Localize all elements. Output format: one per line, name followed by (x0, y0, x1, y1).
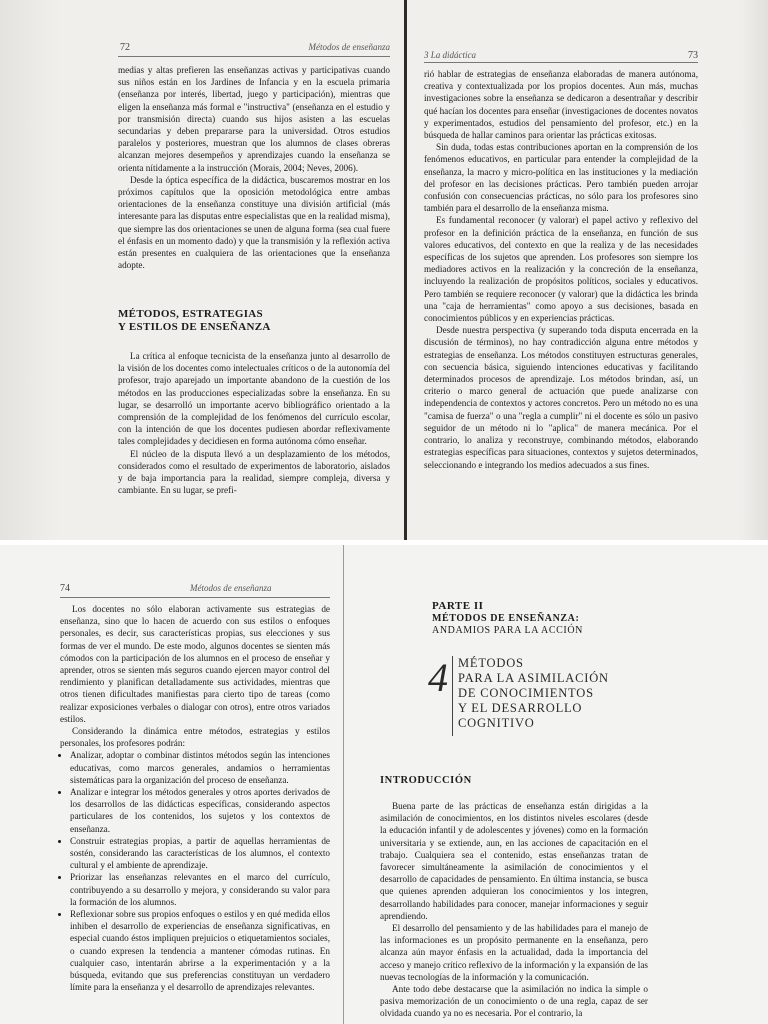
chapter-divider (452, 656, 453, 736)
page-header (118, 42, 390, 56)
chapter-number: 4 (428, 655, 448, 700)
paragraph: El desarrollo del pensamiento y de las habilidades para el manejo de las informaciones es un propósito permanente en la enseñanza, pero alcanza aún mayor énfasis en la actualidad, dada la importancia del acceso y manejo crítico reflexivo de la información y la expansión de las nuevas tecnologías de la información y la comunicación. (380, 923, 648, 982)
body-text (380, 800, 648, 1020)
running-head: 3 La didáctica (424, 50, 476, 60)
header-rule (60, 597, 330, 598)
page-gutter (404, 0, 407, 545)
part-subtitle: MÉTODOS DE ENSEÑANZA: ANDAMIOS PARA LA ACCIÓN (432, 613, 583, 636)
paragraph: Desde nuestra perspectiva (y superando toda disputa encerrada en la discusión de términos), no hay contradicción alguna entre métodos y estrategias de enseñanza. Los métodos constituyen estructuras generales, con secuencia básica, siguiendo intenciones educativas y facilitando determinados procesos de aprendizaje. Los métodos brindan, así, un criterio o marco general de actuación que puede analizarse con independencia de contextos y actores concretos. Pero un método no es una "camisa de fuerza" o una "regla a cumplir" ni el docente es sólo un pasivo seguidor de un método ni lo "aplica" de manera mecánica. Por el contrario, lo analiza y reconstruye, combinando métodos, elaborando estrategias específicas para situaciones, contextos y sujetos determinados, seleccionando e integrando los medios adecuados a sus fines. (424, 325, 699, 470)
paragraph: Sin duda, todas estas contribuciones aportan en la comprensión de los fenómenos educativos, en particular para entender la complejidad de la enseñanza, la macro y micro-política en las instituciones y la mediación del profesor en las decisiones prácticas. Pero también pueden arrojar confusión con consecuencias prácticas, no sólo para los profesores sino también para el desarrollo de la enseñanza misma. (424, 142, 698, 214)
list-item: • Reflexionar sobre sus propios enfoques o estilos y en qué medida ellos inhiben el desarrollo de experiencias de enseñanza significativas, en especial cuando éstos impliquen prejuicios o etiquetamientos sociales, o cuando expresen la tendencia a mantener cómodas rutinas. En cualquier caso, intentarán abrirse a la experimentación y a la búsqueda, evitando que sus preferencias constituyan un verdadero límite para la enseñanza y el desarrollo de aprendizajes relevantes. (70, 908, 330, 993)
running-head: Métodos de enseñanza (308, 42, 390, 52)
part-label: PARTE II (432, 600, 484, 612)
chapter-title: MÉTODOS PARA LA ASIMILACIÓN DE CONOCIMIENTOS Y EL DESARROLLO COGNITIVO (458, 656, 609, 730)
paragraph: medias y altas prefieren las enseñanzas activas y participativas cuando sus niños están en los Jardines de Infancia y en la escuela primaria (enseñanza por interés, libertad, juego y participación), mientras que eligen la enseñanza más formal e "instructiva" (enseñanza en el estudio y por transmisión directa) cuando sus hijos asisten a las escuelas secundarias y deben prepararse para la universidad. Otros estudios paralelos y posteriores, muestran que los alumnos de clases obreras alcanzan mejores desempeños y aprendizajes cuando la enseñanza se orienta nítidamente a la instrucción (Morais, 2004; Neves, 2006). (118, 65, 390, 173)
list-item: • Analizar e integrar los métodos generales y otros aportes derivados de los desarrollos de las didácticas específicas, considerando aspectos particulares de los contenidos, los sujetos y los contextos de enseñanza. (70, 786, 330, 835)
list-item: • Construir estrategias propias, a partir de aquellas herramientas de sostén, considerando las características de los alumnos, el contexto cultural y el ambiente de aprendizaje. (70, 835, 330, 872)
paragraph: Los docentes no sólo elaboran activamente sus estrategias de enseñanza, sino que lo hacen de acuerdo con sus estilos o enfoques personales, es decir, sus características propias, sus elecciones y sus formas de ver el mundo. De este modo, algunos docentes se sienten más cómodos con la participación de los alumnos en el proceso de enseñar y aprender, otros se sienten más seguros cuando ejercen mayor control del rendimiento y planifican detalladamente sus actividades, mientras que otros tienen dificultades manifiestas para cierto tipo de tareas (como realizar exposiciones verbales o dialogar con otros), entre otros variados estilos. (60, 604, 330, 724)
paragraph: Buena parte de las prácticas de enseñanza están dirigidas a la asimilación de conocimientos, en los distintos niveles escolares (desde la educación infantil y de adolescentes y jóvenes) como en la formación universitaria y se extiende, aun, en las acciones de capacitación en el trabajo. Cualquiera sea el contenido, estas enseñanzas tratan de favorecer simultáneamente la asimilación de conocimientos y el desarrollo de capacidades de pensamiento. En última instancia, se busca que quienes aprenden adquieran los conocimientos y los integren, desarrollando habilidades para conocer, manejar informaciones y seguir aprendiendo. (380, 801, 648, 921)
body-text (118, 350, 390, 496)
intro-heading: INTRODUCCIÓN (380, 775, 472, 786)
body-text (424, 68, 698, 471)
page-74 (60, 583, 330, 1023)
chapter-opener-page (380, 600, 648, 1020)
page-73 (424, 40, 698, 530)
page-gutter (343, 545, 344, 1024)
page-number: 72 (120, 42, 130, 53)
paragraph: Desde la óptica específica de la didáctica, buscaremos mostrar en los próximos capítulos que la oposición metodológica entre ambas orientaciones de la enseñanza constituye una división artificial (más interesante para las disputas entre especialistas que en la realidad misma), que siempre las dos orientaciones se unen de alguna forma (sea cual fuere el énfasis en un momento dado) y que la transmisión y la reflexión activa están presentes en cualquiera de las orientaciones que la enseñanza adopte. (118, 174, 390, 271)
bottom-spread (0, 545, 768, 1024)
header-rule (424, 62, 698, 63)
bullet-list (60, 749, 330, 993)
list-item: • Priorizar las enseñanzas relevantes en el marco del currículo, contribuyendo a su desarrollo y mejora, y considerando su valor para la formación de los alumnos. (70, 871, 330, 908)
page-header (60, 583, 330, 597)
paragraph: rió hablar de estrategias de enseñanza elaboradas de manera autónoma, creativa y contextualizada por los propios docentes. Aun más, muchas investigaciones sobre la enseñanza se dedicaron a desentrañar y describir qué hacían los docentes para enseñar (investigaciones de docentes novatos y experimentados, estudios del pensamiento del profesor, etc.) en la búsqueda de hallar caminos para orientar las prácticas exitosas. (424, 69, 698, 141)
page-number: 73 (688, 50, 698, 61)
paragraph: Es fundamental reconocer (y valorar) el papel activo y reflexivo del profesor en la definición práctica de la enseñanza, en función de sus valores educativos, del contexto en que la realiza y de las necesidades específicas de los sujetos que aprenden. Los profesores son siempre los mediadores activos en la realización y la concreción de la enseñanza, incluyendo la realización de propósitos políticos, sociales y educativos. Pero también se requiere reconocer (y valorar) que la didáctica les brinda una "caja de herramientas" como apoyo a sus decisiones, basada en conocimientos públicos y en experiencias prácticas. (424, 215, 698, 324)
paragraph: Considerando la dinámica entre métodos, estrategias y estilos personales, los profesores podrán: (60, 726, 330, 749)
paragraph: La crítica al enfoque tecnicista de la enseñanza junto al desarrollo de la visión de los docentes como intelectuales críticos o de la autonomía del profesor, trajo aparejado un importante abandono de la cuestión de los métodos en las producciones especializadas sobre la enseñanza. En su lugar, se desarrolló un importante acervo bibliográfico orientado a la comprensión de la complejidad de los fenómenos del currículo escolar, con la intención de que los docentes pudiesen abordar reflexivamente tales complejidades y decidiesen en forma autónoma cómo enseñar. (118, 351, 390, 447)
body-text (118, 64, 390, 271)
paragraph: Ante todo debe destacarse que la asimilación no indica la simple o pasiva memorización de un conocimiento o de una regla, capaz de ser olvidada cuando ya no es necesaria. Por el contrario, la (380, 984, 648, 1019)
running-head: Métodos de enseñanza (190, 583, 272, 593)
page-72 (118, 40, 390, 530)
body-text (60, 603, 330, 994)
paragraph: El núcleo de la disputa llevó a un desplazamiento de los métodos, considerados como el resultado de experimentos de laboratorio, aislados y de baja importancia para la realidad, siempre compleja, diversa y cambiante. En su lugar, se prefi- (118, 448, 390, 496)
list-item: • Analizar, adoptar o combinar distintos métodos según las intenciones educativas, como marcos generales, andamios o herramientas sistemáticas para la organización del proceso de enseñanza. (70, 749, 330, 786)
section-title: MÉTODOS, ESTRATEGIAS Y ESTILOS DE ENSEÑANZA (118, 308, 271, 333)
header-rule (118, 56, 390, 57)
page-number: 74 (60, 583, 70, 594)
